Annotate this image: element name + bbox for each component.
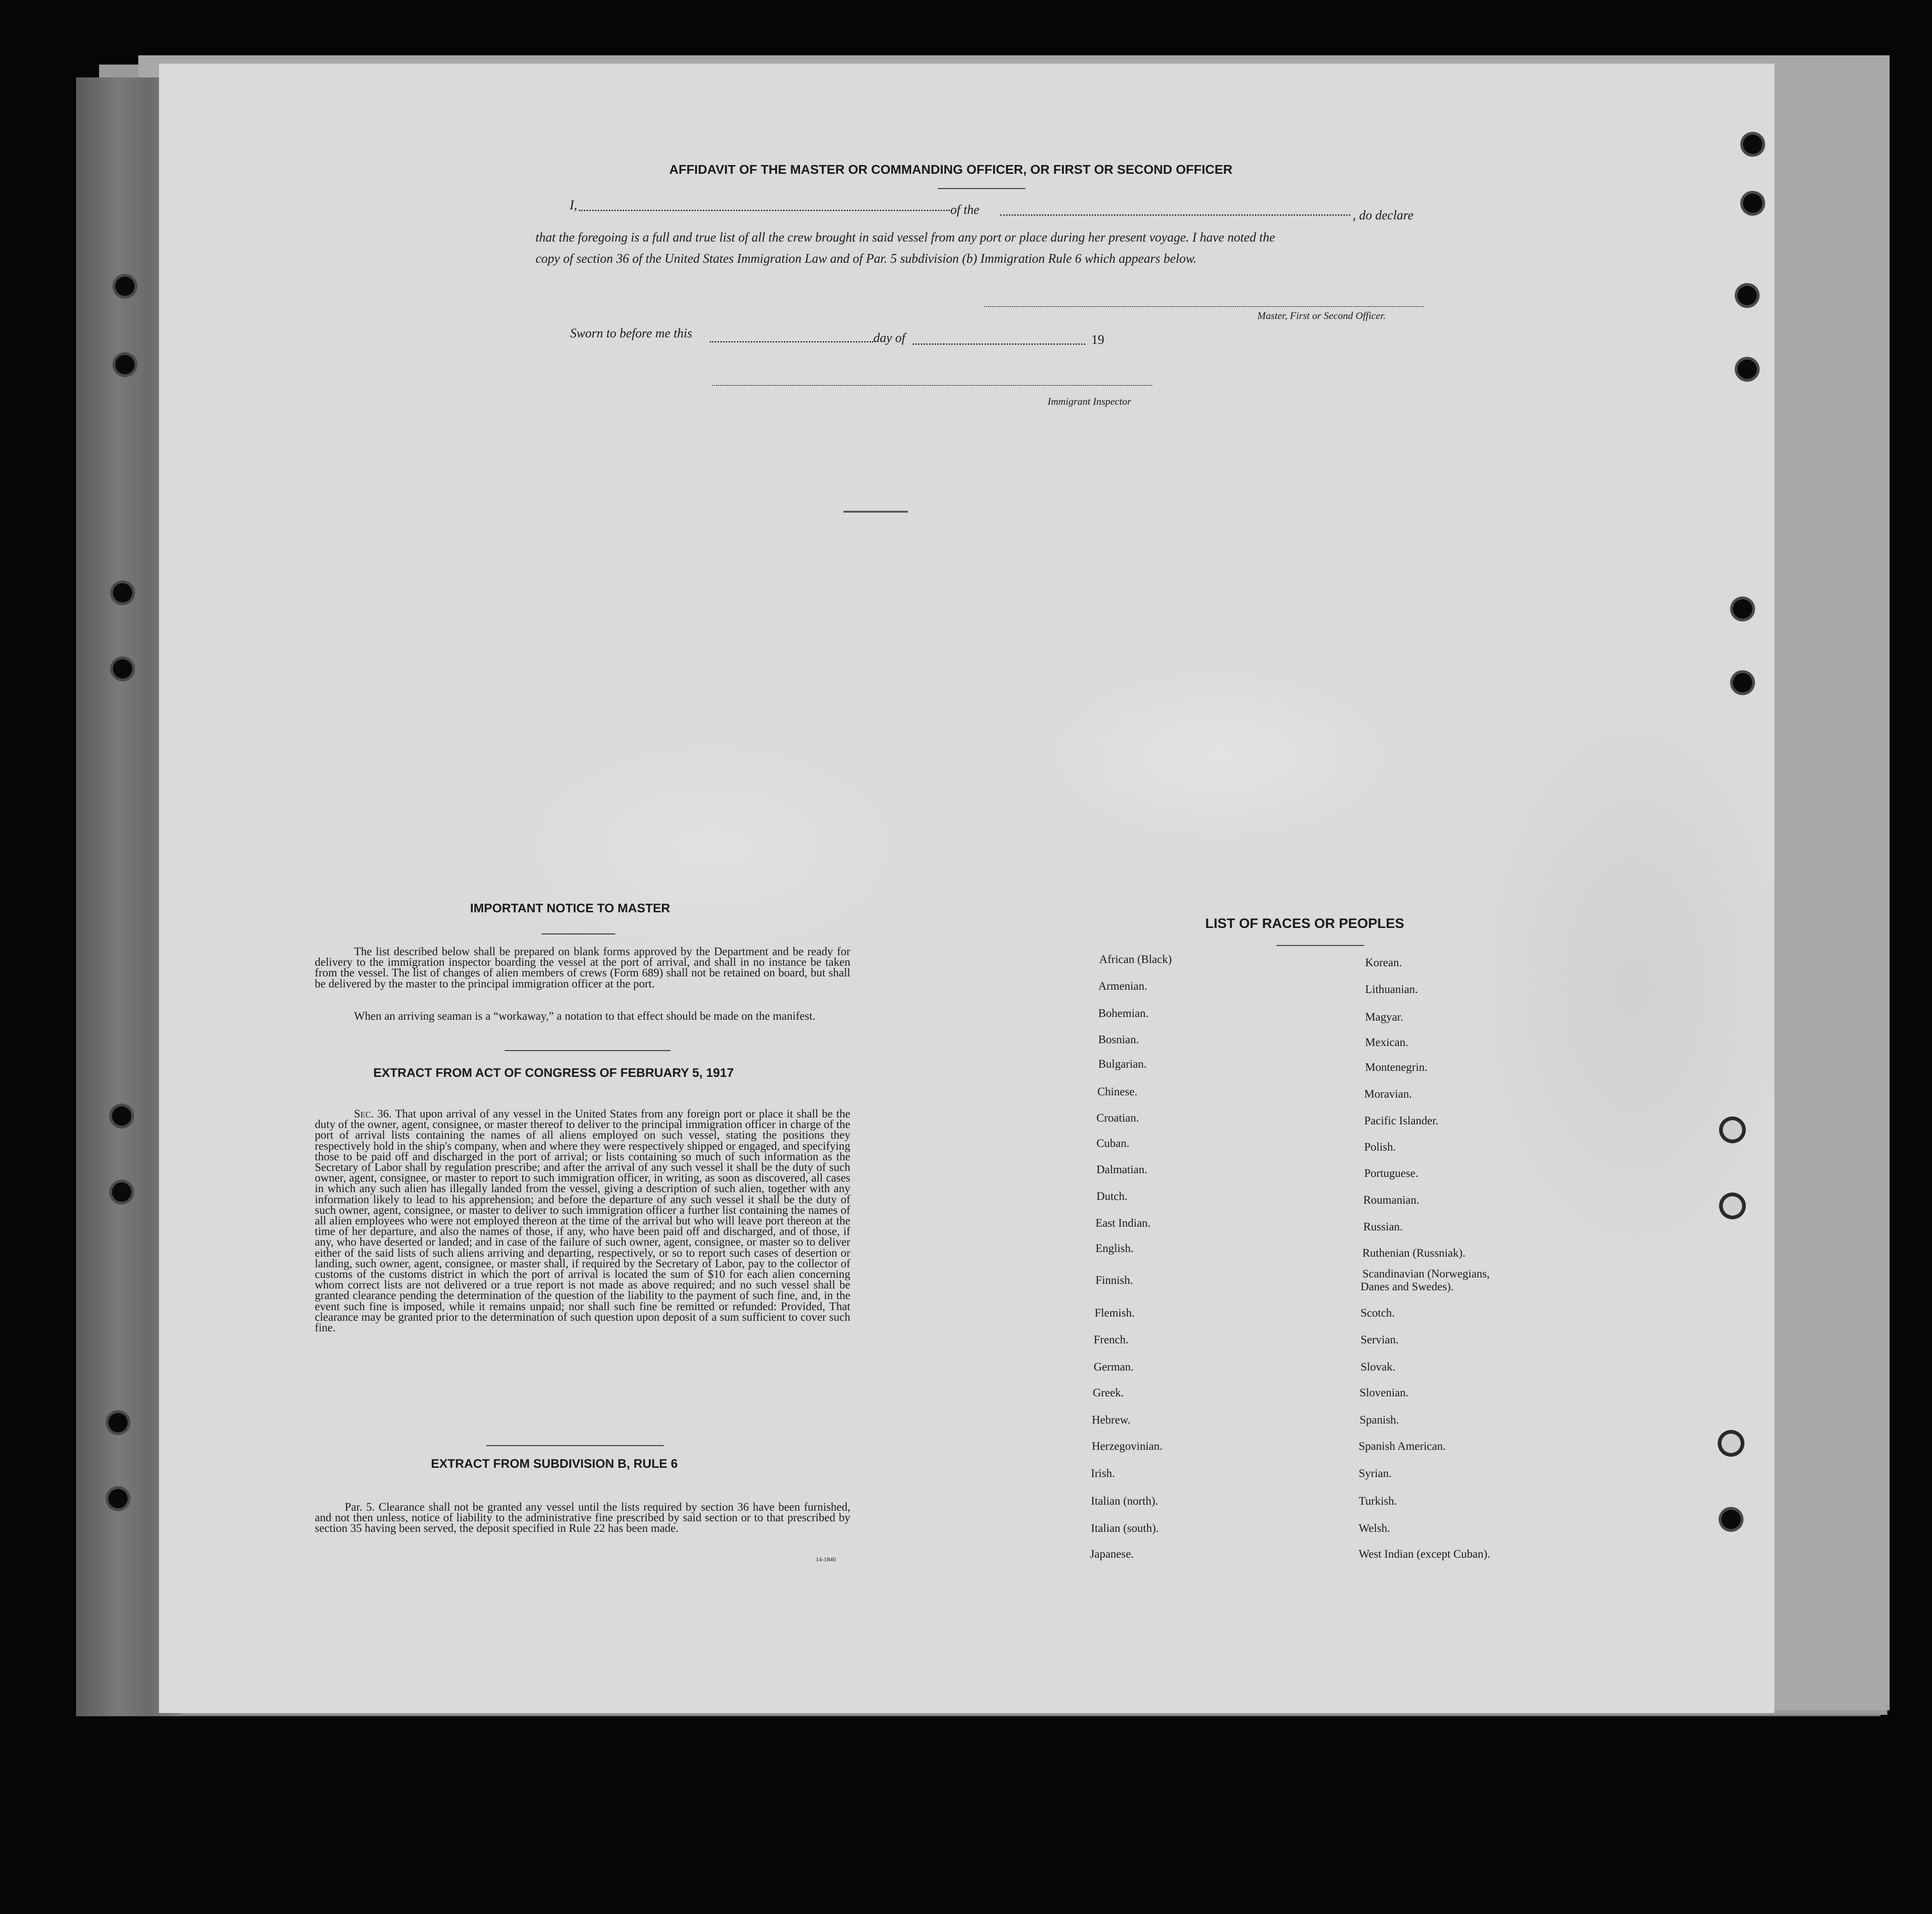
divider <box>505 1050 671 1051</box>
race-item: Syrian. <box>1359 1467 1392 1480</box>
affidavit-i: I, <box>570 198 577 213</box>
race-item: Bosnian. <box>1098 1034 1139 1046</box>
race-item: Slovenian. <box>1360 1387 1409 1399</box>
race-item: Irish. <box>1091 1467 1115 1480</box>
master-signature-label: Master, First or Second Officer. <box>1257 310 1386 321</box>
race-item: German. <box>1094 1361 1134 1373</box>
race-item: Moravian. <box>1364 1088 1412 1100</box>
punch-hole <box>115 277 135 296</box>
extract-rule-title: EXTRACT FROM SUBDIVISION B, RULE 6 <box>431 1457 678 1471</box>
divider <box>1277 945 1364 946</box>
race-item: Scotch. <box>1361 1307 1395 1319</box>
race-item: Magyar. <box>1365 1011 1403 1023</box>
race-item: African (Black) <box>1099 953 1172 966</box>
race-item: Slovak. <box>1361 1361 1396 1373</box>
race-item: French. <box>1094 1334 1129 1346</box>
affidavit-title: AFFIDAVIT OF THE MASTER OR COMMANDING OFFICER, OR FIRST OR SECOND OFFICER <box>669 162 1233 177</box>
races-title: LIST OF RACES OR PEOPLES <box>1205 916 1404 931</box>
race-item: Japanese. <box>1090 1548 1134 1560</box>
rule-text: Par. 5. Clearance shall not be granted any vessel until the lists required by section 36 have been furnished, and not then unless, notice of liability to the administrative fine prescribed by said section or to that prescribed by section 35 having been served, the deposit specified in Rule 22 has been made. <box>315 1501 850 1535</box>
sec36-body: That upon arrival of any vessel in the United States from any foreign port or place it shall be the duty of the owner, agent, consignee, or master thereof to deliver to the principal immigration officer in charge of the port of arrival lists containing the names of all aliens employed on such vessel, stating the positions they respectively hold in the ship's company, when and where they were respectively shipped or engaged, and specifying those to be paid off and discharged in the port of arrival; or lists containing so much of such information as the Secretary of Labor shall by regulation prescribe; and after the arrival of any such vessel it shall be the duty of such owner, agent, consignee, or master to report to such immigration officer, in writing, as soon as discovered, all cases in which any such alien has illegally landed from the vessel, giving a description of such alien, together with any information likely to lead to his apprehension; and before the departure of any such vessel it shall be the duty of such owner, agent, consignee, or master to deliver to such immigration officer a further list containing the names of all alien employees who were not employed thereon at the time of the arrival but who will leave port thereon at the time of her departure, and also the names of those, if any, who have been paid off and discharged, and of those, if any, who have deserted or landed; and in case of the failure of such owner, agent, consignee, or master so to deliver either of the said lists of such aliens arriving and departing, respectively, or so to report such cases of desertion or landing, such owner, agent, consignee, or master shall, if required by the Secretary of Labor, pay to the collector of customs of the customs district in which the port of arrival is located the sum of $10 for each alien concerning whom correct lists are not delivered or a true report is not made as above required; and no such vessel shall be granted clearance pending the determination of the question of the liability to the payment of such fine, and, in the event such fine is imposed, while it remains unpaid; nor shall such fine be remitted or refunded: Provided, That clearance may be granted prior to the determination of such question upon deposit of a sum sufficient to cover such fine. <box>315 1108 850 1335</box>
race-item: Italian (south). <box>1091 1522 1159 1535</box>
race-item: Herzegovinian. <box>1092 1440 1163 1453</box>
affidavit-text: that the foregoing is a full and true list of all the crew brought in said vessel from any port or place during her present voyage. I have noted the <box>536 230 1275 245</box>
race-item: Russian. <box>1363 1221 1403 1233</box>
race-item: Roumanian. <box>1363 1194 1420 1206</box>
race-item: Bohemian. <box>1098 1007 1149 1020</box>
sworn-text: Sworn to before me this <box>570 326 692 341</box>
race-item: East Indian. <box>1096 1217 1151 1229</box>
punch-hole <box>1721 1434 1741 1453</box>
ink-mark <box>843 511 908 513</box>
race-item: Pacific Islander. <box>1364 1115 1439 1127</box>
race-item: Finnish. <box>1096 1274 1133 1287</box>
race-item: Scandinavian (Norwegians, <box>1362 1268 1490 1280</box>
punch-hole <box>1733 599 1752 619</box>
sec36-label: Sec. 36. <box>354 1108 392 1120</box>
divider <box>542 933 615 934</box>
punch-hole <box>112 1106 131 1126</box>
race-item: Dutch. <box>1096 1190 1128 1203</box>
affidavit-of-the: of the <box>950 203 979 217</box>
race-item: Hebrew. <box>1092 1414 1131 1426</box>
race-item: Ruthenian (Russniak). <box>1362 1247 1466 1259</box>
sworn-day-blank[interactable] <box>710 341 873 343</box>
affidavit-declare: , do declare <box>1353 208 1414 223</box>
form-number: 14-1840 <box>816 1556 836 1563</box>
inspector-signature-line[interactable] <box>712 385 1152 386</box>
punch-hole <box>1723 1196 1742 1216</box>
race-item: English. <box>1096 1242 1134 1255</box>
race-item: Polish. <box>1364 1141 1396 1153</box>
notice-title: IMPORTANT NOTICE TO MASTER <box>470 901 670 915</box>
punch-hole <box>1743 135 1762 154</box>
race-item: Bulgarian. <box>1098 1058 1147 1070</box>
sworn-month-blank[interactable] <box>913 343 1085 345</box>
divider <box>938 188 1025 189</box>
race-item: West Indian (except Cuban). <box>1359 1548 1490 1560</box>
race-item: Flemish. <box>1095 1307 1135 1319</box>
race-item: Italian (north). <box>1091 1495 1158 1507</box>
day-of-text: day of <box>873 331 906 345</box>
affidavit-text: copy of section 36 of the United States Immigration Law and of Par. 5 subdivision (b) Immigration Rule 6 which appears below. <box>536 252 1197 266</box>
inspector-label: Immigrant Inspector <box>1048 396 1131 407</box>
race-item: Montenegrin. <box>1365 1061 1428 1074</box>
punch-hole <box>113 659 132 679</box>
race-item: Servian. <box>1361 1334 1399 1346</box>
notice-text: When an arriving seaman is a “workaway,” a notation to that effect should be made on the manifest. <box>354 1010 816 1022</box>
race-item: Turkish. <box>1359 1495 1397 1507</box>
race-item: Lithuanian. <box>1365 983 1418 996</box>
punch-hole <box>108 1413 128 1432</box>
punch-hole <box>1733 673 1752 692</box>
year-prefix: 19 <box>1091 333 1104 347</box>
vessel-blank[interactable] <box>1000 214 1350 216</box>
divider <box>486 1445 664 1446</box>
race-item: Greek. <box>1093 1387 1124 1399</box>
race-item: Cuban. <box>1096 1137 1130 1150</box>
race-item: Dalmatian. <box>1096 1164 1148 1176</box>
punch-hole <box>1738 286 1757 305</box>
document-page <box>159 64 1774 1713</box>
master-signature-line[interactable] <box>984 306 1424 307</box>
punch-hole <box>1723 1120 1742 1140</box>
punch-hole <box>112 1182 131 1202</box>
extract-act-title: EXTRACT FROM ACT OF CONGRESS OF FEBRUARY 5, 1917 <box>373 1066 734 1080</box>
race-item: Welsh. <box>1359 1522 1390 1535</box>
race-item: Chinese. <box>1097 1086 1137 1098</box>
punch-hole <box>108 1489 128 1508</box>
punch-hole <box>1721 1510 1741 1529</box>
race-item: Armenian. <box>1098 980 1148 992</box>
race-item: Korean. <box>1365 957 1402 969</box>
sec36-text <box>315 1109 850 1333</box>
race-item: Spanish American. <box>1359 1440 1446 1453</box>
punch-hole <box>1743 194 1762 213</box>
race-item: Spanish. <box>1360 1414 1399 1426</box>
punch-hole <box>115 355 135 374</box>
race-item: Danes and Swedes). <box>1361 1281 1454 1293</box>
race-item: Croatian. <box>1096 1112 1139 1124</box>
notice-text: The list described below shall be prepared on blank forms approved by the Department and be ready for delivery to the immigration inspector boarding the vessel at the port of arrival, and shall in no instance be taken from the vessel. The list of changes of alien members of crews (Form 689) shall not be retained on board, but shall be delivered by the master to the principal immigration officer at the port. <box>315 945 850 990</box>
race-item: Mexican. <box>1365 1036 1408 1049</box>
name-blank[interactable] <box>579 210 950 211</box>
race-item: Portuguese. <box>1364 1167 1419 1180</box>
punch-hole <box>113 583 132 603</box>
punch-hole <box>1738 360 1757 379</box>
